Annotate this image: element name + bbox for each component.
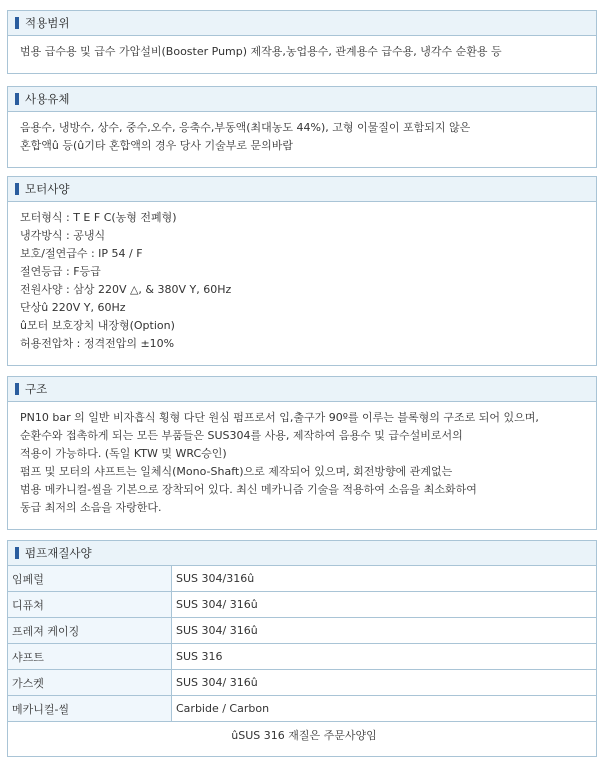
motor-header	[8, 177, 596, 202]
part-name-cell: 프레져 케이징	[8, 618, 172, 644]
materials-note: ûSUS 316 재질은 주문사양임	[8, 722, 596, 748]
application-header	[8, 11, 596, 36]
materials-table	[8, 566, 596, 747]
table-row	[8, 618, 596, 644]
section-marker-icon	[15, 383, 19, 395]
section-marker-icon	[15, 547, 19, 559]
fluid-section	[7, 86, 597, 168]
motor-spec-line: 단상û 220V Y, 60Hz	[20, 301, 126, 314]
structure-text-line: 펌프 및 모터의 샤프트는 일체식(Mono-Shaft)으로 제작되어 있으며, 회전방향에 관계없는	[20, 465, 453, 478]
part-name-cell: 임페럴	[8, 566, 172, 592]
motor-spec-line: 냉각방식 : 공냉식	[20, 229, 106, 242]
motor-spec-line: 보호/절연급수 : IP 54 / F	[20, 247, 143, 260]
table-row	[8, 644, 596, 670]
motor-spec-line: 모터형식 : T E F C(농형 전폐형)	[20, 211, 177, 224]
structure-text-line: PN10 bar 의 일반 비자흡식 횡형 다단 원심 펌프로서 입,출구가 90º를 이루는 블록형의 구조로 되어 있으며,	[20, 411, 539, 424]
material-cell: SUS 304/ 316û	[172, 670, 597, 696]
table-row	[8, 566, 596, 592]
motor-spec-line: 전원사양 : 삼상 220V △, & 380V Y, 60Hz	[20, 283, 232, 296]
material-cell: SUS 316	[172, 644, 597, 670]
part-name-cell: 메카니컬-씰	[8, 696, 172, 722]
motor-spec-line: 절연등급 : F등급	[20, 265, 101, 278]
structure-text-line: 범용 메카니컬-씰을 기본으로 장착되어 있다. 최신 메카니즘 기술을 적용하여 소음을 최소화하여	[20, 483, 477, 496]
application-text: 범용 급수용 및 급수 가압설비(Booster Pump) 제작용,농업용수, 관계용수 급수용, 냉각수 순환용 등	[20, 45, 502, 58]
fluid-title: 사용유체	[25, 92, 70, 106]
part-name-cell: 가스켓	[8, 670, 172, 696]
table-note-row	[8, 722, 596, 748]
application-section	[7, 10, 597, 74]
structure-body	[8, 402, 596, 517]
structure-text-line: 순환수와 접촉하게 되는 모든 부품들은 SUS304를 사용, 제작하여 음용수 및 급수설비로서의	[20, 429, 463, 442]
table-row	[8, 670, 596, 696]
motor-spec-line: 허용전압차 : 정격전압의 ±10%	[20, 337, 175, 350]
fluid-body	[8, 112, 596, 155]
structure-header	[8, 377, 596, 402]
motor-spec-line: û모터 보호장치 내장형(Option)	[20, 319, 175, 332]
application-title: 적용범위	[25, 16, 70, 30]
material-cell: SUS 304/ 316û	[172, 592, 597, 618]
material-cell: Carbide / Carbon	[172, 696, 597, 722]
structure-title: 구조	[25, 382, 48, 396]
material-cell: SUS 304/ 316û	[172, 618, 597, 644]
section-marker-icon	[15, 183, 19, 195]
fluid-text-line: 음용수, 냉방수, 상수, 중수,오수, 응축수,부동액(최대농도 44%), 고형 이물질이 포함되지 않은	[20, 121, 471, 134]
structure-text-line: 적용이 가능하다. (독일 KTW 및 WRC승인)	[20, 447, 227, 460]
structure-text-line: 동급 최저의 소음을 자랑한다.	[20, 501, 162, 514]
part-name-cell: 디퓨쳐	[8, 592, 172, 618]
section-marker-icon	[15, 93, 19, 105]
fluid-header	[8, 87, 596, 112]
materials-section	[7, 540, 597, 757]
table-row	[8, 696, 596, 722]
motor-title: 모터사양	[25, 182, 70, 196]
table-row	[8, 592, 596, 618]
section-marker-icon	[15, 17, 19, 29]
structure-section	[7, 376, 597, 530]
material-cell: SUS 304/316û	[172, 566, 597, 592]
part-name-cell: 샤프트	[8, 644, 172, 670]
application-body	[8, 36, 596, 61]
motor-body	[8, 202, 596, 353]
materials-title: 펌프재질사양	[25, 546, 92, 560]
fluid-text-line: 혼합액û 등(û기타 혼합액의 경우 당사 기술부로 문의바람	[20, 139, 293, 152]
materials-header	[8, 541, 596, 566]
motor-section	[7, 176, 597, 366]
